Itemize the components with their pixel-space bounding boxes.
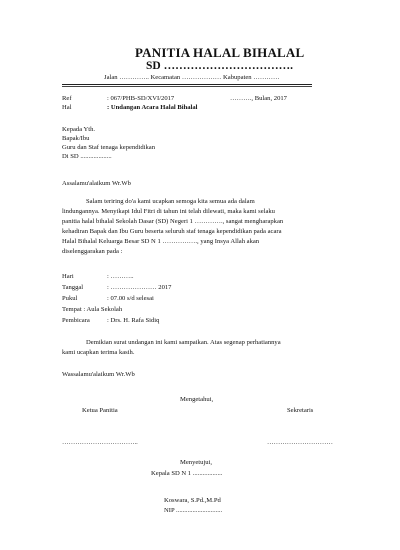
para1-line-1: Salam teriring do'a kami ucapkan semoga kita semua ada dalam (86, 198, 255, 205)
para1-line-4: kehadiran Bapak dan Ibu Guru beserta seluruh staf tenaga kependidikan pada acara (62, 228, 282, 235)
signatory-nip: NIP ............................ (164, 507, 223, 514)
mengetahui-label: Mengetahui, (180, 396, 214, 403)
header-rule-thin (62, 86, 312, 87)
menyetujui-label: Menyetujui, (180, 459, 213, 466)
detail-value-hari: : ……….. (107, 273, 134, 280)
letter-date: ………., Bulan, 2017 (230, 95, 287, 102)
detail-tempat: Tempat : Aula Sekolah (62, 306, 123, 313)
detail-label-pukul: Pukul (62, 295, 78, 302)
ref-label: Ref (62, 95, 72, 102)
kepala-sekolah-label: Kepala SD N 1 .................. (151, 470, 223, 477)
sekretaris-signature-line: ………………………… (267, 439, 333, 446)
header-rule-thick (62, 84, 312, 85)
recipient-line-4: Di SD ................... (62, 153, 112, 160)
recipient-line-3: Guru dan Staf tenaga kependidikan (62, 144, 156, 151)
para2-line-1: Demikian surat undangan ini kami sampaikan. Atas segenap perhatiannya (86, 339, 281, 346)
para1-line-3: panitia halal bihalal Sekolah Dasar (SD) Negeri 1 …………., sangat mengharapkan (62, 218, 284, 225)
letter-subtitle: SD ……………………………. (146, 60, 293, 72)
hal-value: : Undangan Acara Halal Bihalal (107, 104, 198, 111)
detail-label-hari: Hari (62, 273, 74, 280)
recipient-line-1: Kepada Yth. (62, 126, 96, 133)
hal-label: Hal (62, 104, 72, 111)
detail-value-pukul: : 07.00 s/d selesai (107, 295, 154, 302)
ketua-panitia-label: Ketua Panitia (82, 407, 118, 414)
recipient-line-2: Bapak/Ibu (62, 135, 90, 142)
detail-label-pembicara: Pembicara (62, 317, 90, 324)
ref-value: : 067/PHB-SD/XVI/2017 (107, 95, 175, 102)
detail-value-pembicara: : Drs. H. Rafa Sidiq (107, 317, 160, 324)
salutation: Assalamu'alaikum Wr.Wb (62, 180, 131, 187)
letter-title: PANITIA HALAL BIHALAL (135, 45, 305, 60)
signatory-name: Koswara, S.Pd.,M.Pd (164, 497, 221, 504)
para1-line-5: Halal Bihalal Keluarga Besar SD N 1 ……………., yang Insya Allah akan (62, 238, 260, 245)
para1-line-6: diselenggarakan pada : (62, 248, 123, 255)
sekretaris-label: Sekretaris (287, 407, 314, 414)
para1-line-2: lindungannya. Menyikapi Idul Fitri di tahun ini telah dilewati, maka kami selaku (62, 208, 275, 215)
detail-label-tanggal: Tanggal (62, 284, 84, 291)
letter-address: Jalan ………….. Kecamatan ……………… Kabupaten ………… (104, 74, 280, 81)
ketua-signature-line: …………………………….. (62, 439, 138, 446)
detail-value-tanggal: : ………………… 2017 (107, 284, 172, 291)
para2-line-2: kami ucapkan terima kasih. (62, 349, 135, 356)
closing-salutation: Wassalamu'alaikum Wr.Wb (62, 371, 135, 378)
